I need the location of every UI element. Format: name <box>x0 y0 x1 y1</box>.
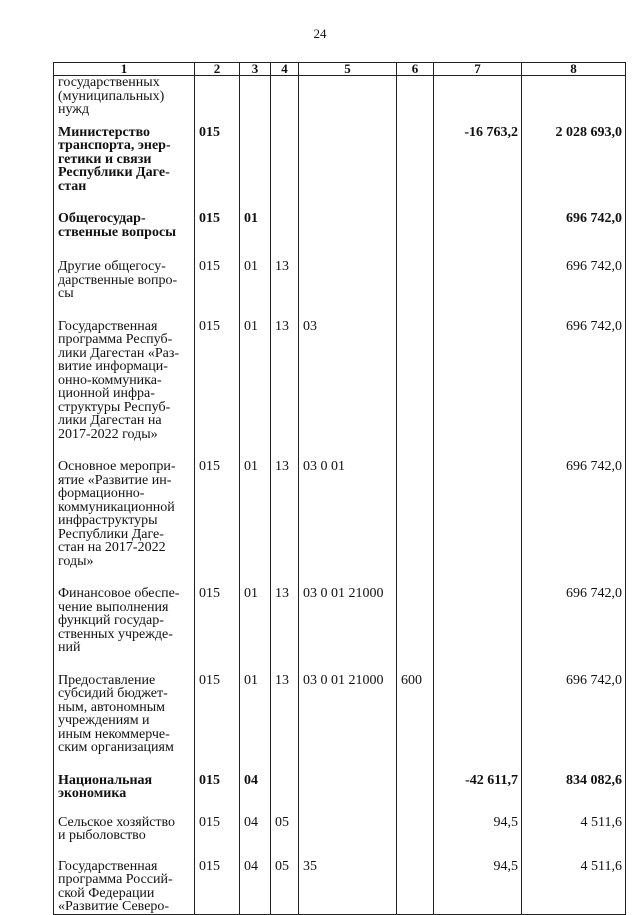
row-name: Национальная экономика <box>54 771 195 813</box>
row-code: 015 <box>195 209 240 257</box>
row-name: Основное меропри- ятие «Развитие ин- формационно- коммуникационной инфраструктуры Республики Даге- стан на 2017-2022 годы» <box>54 457 195 584</box>
row-expense-type <box>397 813 434 857</box>
column-header-7: 7 <box>434 63 522 76</box>
row-code <box>195 76 240 123</box>
row-total: 696 742,0 <box>522 257 626 317</box>
row-target-article: 03 0 01 21000 <box>299 671 397 771</box>
row-total <box>522 76 626 123</box>
row-name: Сельское хозяйство и рыболовство <box>54 813 195 857</box>
row-change: 94,5 <box>434 857 522 915</box>
row-section: 01 <box>240 317 271 458</box>
row-section: 01 <box>240 257 271 317</box>
row-expense-type <box>397 257 434 317</box>
row-total: 696 742,0 <box>522 457 626 584</box>
row-expense-type <box>397 209 434 257</box>
row-subsection <box>271 209 299 257</box>
row-code: 015 <box>195 123 240 210</box>
row-expense-type <box>397 584 434 671</box>
row-section: 01 <box>240 584 271 671</box>
row-subsection: 05 <box>271 813 299 857</box>
table-row <box>54 857 626 915</box>
row-code: 015 <box>195 317 240 458</box>
row-subsection: 13 <box>271 317 299 458</box>
row-code: 015 <box>195 457 240 584</box>
row-expense-type <box>397 457 434 584</box>
row-change: -42 611,7 <box>434 771 522 813</box>
row-subsection: 13 <box>271 457 299 584</box>
table-row <box>54 584 626 671</box>
column-header-1: 1 <box>54 63 195 76</box>
row-name: Другие общегосу- дарственные вопро- сы <box>54 257 195 317</box>
column-header-3: 3 <box>240 63 271 76</box>
table-row <box>54 76 626 123</box>
table-body <box>54 76 626 915</box>
header-row <box>54 63 626 76</box>
table-row <box>54 209 626 257</box>
row-section: 04 <box>240 857 271 915</box>
row-expense-type <box>397 771 434 813</box>
row-name: Предоставление субсидий бюджет- ным, автономным учреждениям и иным некоммерче- ским организациям <box>54 671 195 771</box>
row-change <box>434 584 522 671</box>
row-total: 696 742,0 <box>522 584 626 671</box>
table-row <box>54 123 626 210</box>
row-name: Общегосудар- ственные вопросы <box>54 209 195 257</box>
row-subsection: 05 <box>271 857 299 915</box>
row-target-article <box>299 209 397 257</box>
row-total: 696 742,0 <box>522 209 626 257</box>
table-row <box>54 813 626 857</box>
row-section <box>240 123 271 210</box>
row-section <box>240 76 271 123</box>
row-target-article: 03 0 01 21000 <box>299 584 397 671</box>
row-section: 01 <box>240 671 271 771</box>
row-expense-type <box>397 123 434 210</box>
row-expense-type <box>397 857 434 915</box>
budget-table <box>53 62 626 915</box>
column-header-4: 4 <box>271 63 299 76</box>
row-name: Государственная программа Респуб- лики Дагестан «Раз- витие информаци- онно-коммуника- ционной инфра- структуры Респуб- лики Дагестан на 2017-2022 годы» <box>54 317 195 458</box>
row-section: 01 <box>240 209 271 257</box>
row-change <box>434 257 522 317</box>
row-subsection: 13 <box>271 584 299 671</box>
table-row <box>54 771 626 813</box>
row-total: 4 511,6 <box>522 813 626 857</box>
row-target-article <box>299 123 397 210</box>
row-subsection <box>271 76 299 123</box>
row-change: 94,5 <box>434 813 522 857</box>
column-header-2: 2 <box>195 63 240 76</box>
row-code: 015 <box>195 771 240 813</box>
row-code: 015 <box>195 584 240 671</box>
row-target-article: 03 0 01 <box>299 457 397 584</box>
table-row <box>54 257 626 317</box>
row-section: 04 <box>240 771 271 813</box>
row-change: -16 763,2 <box>434 123 522 210</box>
column-header-5: 5 <box>299 63 397 76</box>
table-row <box>54 671 626 771</box>
row-subsection: 13 <box>271 671 299 771</box>
table-row <box>54 457 626 584</box>
row-name: Государственная программа Россий- ской Федерации «Развитие Северо- <box>54 857 195 915</box>
row-total: 834 082,6 <box>522 771 626 813</box>
row-target-article <box>299 771 397 813</box>
column-header-8: 8 <box>522 63 626 76</box>
row-code: 015 <box>195 671 240 771</box>
row-total: 2 028 693,0 <box>522 123 626 210</box>
row-change <box>434 671 522 771</box>
row-total: 696 742,0 <box>522 317 626 458</box>
row-target-article <box>299 813 397 857</box>
row-target-article: 03 <box>299 317 397 458</box>
row-total: 4 511,6 <box>522 857 626 915</box>
row-expense-type <box>397 317 434 458</box>
row-change <box>434 76 522 123</box>
row-subsection <box>271 123 299 210</box>
row-name: Финансовое обеспе- чение выполнения функций государ- ственных учрежде- ний <box>54 584 195 671</box>
row-change <box>434 457 522 584</box>
row-total: 696 742,0 <box>522 671 626 771</box>
row-section: 01 <box>240 457 271 584</box>
page-number: 24 <box>313 26 327 41</box>
row-change <box>434 209 522 257</box>
row-section: 04 <box>240 813 271 857</box>
row-name: государственных (муниципальных) нужд <box>54 76 195 123</box>
row-expense-type <box>397 76 434 123</box>
row-target-article: 35 <box>299 857 397 915</box>
row-code: 015 <box>195 813 240 857</box>
row-target-article <box>299 257 397 317</box>
column-header-6: 6 <box>397 63 434 76</box>
row-code: 015 <box>195 257 240 317</box>
row-code: 015 <box>195 857 240 915</box>
row-change <box>434 317 522 458</box>
row-target-article <box>299 76 397 123</box>
table-row <box>54 317 626 458</box>
row-name: Министерство транспорта, энер- гетики и связи Республики Даге- стан <box>54 123 195 210</box>
row-expense-type: 600 <box>397 671 434 771</box>
row-subsection: 13 <box>271 257 299 317</box>
row-subsection <box>271 771 299 813</box>
